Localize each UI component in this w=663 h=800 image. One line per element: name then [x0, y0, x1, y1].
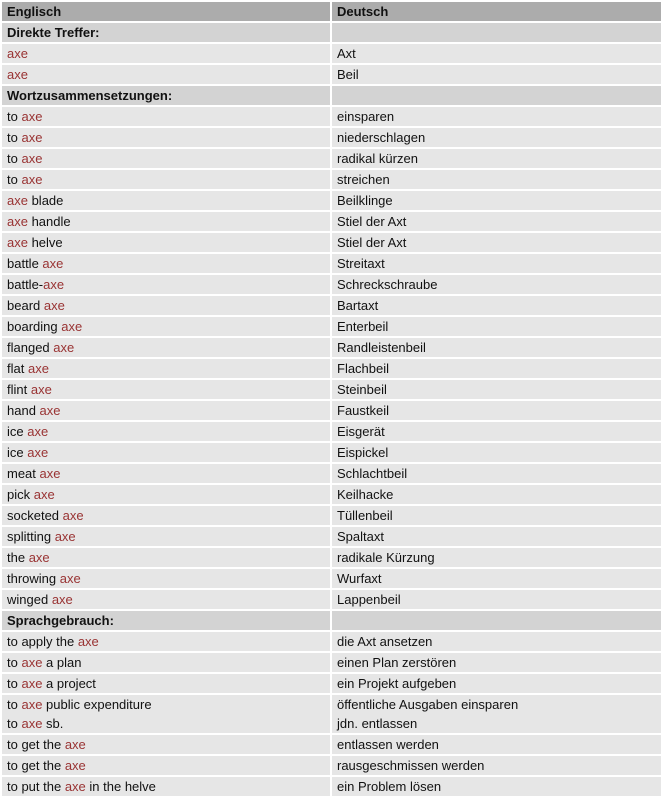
term-text: to	[7, 109, 22, 124]
term-text: a plan	[42, 655, 82, 670]
section-empty-cell	[332, 611, 661, 630]
entry-row	[2, 777, 661, 796]
term-text: flat	[7, 361, 28, 376]
english-term-cell	[2, 254, 330, 273]
german-term-cell: die Axt ansetzen	[332, 632, 661, 651]
entry-row	[2, 527, 661, 546]
english-term-cell	[2, 485, 330, 504]
term-text: to put the	[7, 779, 65, 794]
german-term-cell: Randleistenbeil	[332, 338, 661, 357]
axe-link[interactable]: axe	[64, 758, 86, 773]
entry-row	[2, 191, 661, 210]
term-text: the	[7, 550, 29, 565]
entry-row	[2, 695, 661, 714]
english-term-cell	[2, 527, 330, 546]
axe-link[interactable]: axe	[54, 529, 76, 544]
term-text: winged	[7, 592, 52, 607]
section-empty-cell	[332, 86, 661, 105]
entry-row	[2, 756, 661, 775]
section-label-cell: Sprachgebrauch:	[2, 611, 330, 630]
term-text: ice	[7, 424, 28, 439]
german-term-cell: Beil	[332, 65, 661, 84]
entry-row	[2, 735, 661, 754]
entry-row	[2, 569, 661, 588]
axe-link[interactable]: axe	[64, 737, 86, 752]
german-term-cell: radikal kürzen	[332, 149, 661, 168]
axe-link[interactable]: axe	[21, 716, 43, 731]
column-header-english: Englisch	[2, 2, 330, 21]
entry-row	[2, 170, 661, 189]
axe-link[interactable]: axe	[7, 235, 28, 250]
english-term-cell	[2, 632, 330, 651]
german-term-cell: Lappenbeil	[332, 590, 661, 609]
term-text: to get the	[7, 758, 65, 773]
english-term-cell	[2, 756, 330, 775]
english-term-cell	[2, 107, 330, 126]
axe-link[interactable]: axe	[21, 130, 43, 145]
entry-row	[2, 149, 661, 168]
entry-row	[2, 107, 661, 126]
term-text: to	[7, 130, 22, 145]
entry-row	[2, 275, 661, 294]
axe-link[interactable]: axe	[62, 508, 84, 523]
german-term-cell: Steinbeil	[332, 380, 661, 399]
german-term-cell: Stiel der Axt	[332, 212, 661, 231]
term-text: pick	[7, 487, 34, 502]
german-term-cell: rausgeschmissen werden	[332, 756, 661, 775]
entry-row	[2, 590, 661, 609]
english-term-cell	[2, 443, 330, 462]
german-term-cell: Axt	[332, 44, 661, 63]
german-term-cell: Wurfaxt	[332, 569, 661, 588]
axe-link[interactable]: axe	[43, 277, 65, 292]
term-text: to	[7, 655, 22, 670]
english-term-cell	[2, 380, 330, 399]
term-text: blade	[27, 193, 64, 208]
english-term-cell	[2, 65, 330, 84]
term-text: to apply the	[7, 634, 78, 649]
english-term-cell	[2, 359, 330, 378]
english-term-cell	[2, 338, 330, 357]
term-text: to	[7, 697, 22, 712]
entry-row	[2, 296, 661, 315]
term-text: in the helve	[85, 779, 156, 794]
axe-link[interactable]: axe	[7, 46, 28, 61]
term-text: handle	[27, 214, 71, 229]
axe-link[interactable]: axe	[61, 319, 83, 334]
entry-row	[2, 464, 661, 483]
english-term-cell	[2, 735, 330, 754]
german-term-cell: Faustkeil	[332, 401, 661, 420]
entry-row	[2, 674, 661, 693]
german-term-cell: ein Projekt aufgeben	[332, 674, 661, 693]
term-text: to	[7, 676, 22, 691]
axe-link[interactable]: axe	[21, 655, 43, 670]
term-text: hand	[7, 403, 40, 418]
axe-link[interactable]: axe	[51, 592, 73, 607]
axe-link[interactable]: axe	[59, 571, 81, 586]
german-term-cell: niederschlagen	[332, 128, 661, 147]
table-header-row	[2, 2, 661, 21]
entry-row	[2, 380, 661, 399]
german-term-cell: Enterbeil	[332, 317, 661, 336]
english-term-cell	[2, 422, 330, 441]
axe-link[interactable]: axe	[33, 487, 55, 502]
entry-row	[2, 714, 661, 733]
german-term-cell: einen Plan zerstören	[332, 653, 661, 672]
german-term-cell: Schlachtbeil	[332, 464, 661, 483]
term-text: to get the	[7, 737, 65, 752]
axe-link[interactable]: axe	[53, 340, 75, 355]
german-term-cell: öffentliche Ausgaben einsparen	[332, 695, 661, 714]
term-text: battle	[7, 256, 43, 271]
german-term-cell: Schreckschraube	[332, 275, 661, 294]
english-term-cell	[2, 128, 330, 147]
axe-link[interactable]: axe	[42, 256, 64, 271]
english-term-cell	[2, 296, 330, 315]
german-term-cell: Bartaxt	[332, 296, 661, 315]
axe-link[interactable]: axe	[21, 697, 43, 712]
german-term-cell: entlassen werden	[332, 735, 661, 754]
english-term-cell	[2, 191, 330, 210]
axe-link[interactable]: axe	[21, 109, 43, 124]
german-term-cell: Spaltaxt	[332, 527, 661, 546]
english-term-cell	[2, 548, 330, 567]
german-term-cell: Stiel der Axt	[332, 233, 661, 252]
term-text: flanged	[7, 340, 54, 355]
entry-row	[2, 401, 661, 420]
english-term-cell	[2, 653, 330, 672]
term-text: to	[7, 151, 22, 166]
axe-link[interactable]: axe	[27, 424, 49, 439]
section-label-cell: Wortzusammensetzungen:	[2, 86, 330, 105]
term-text: boarding	[7, 319, 62, 334]
english-term-cell	[2, 317, 330, 336]
term-text: sb.	[42, 716, 64, 731]
entry-row	[2, 254, 661, 273]
term-text: a project	[42, 676, 96, 691]
english-term-cell	[2, 170, 330, 189]
entry-row	[2, 338, 661, 357]
entry-row	[2, 65, 661, 84]
german-term-cell: einsparen	[332, 107, 661, 126]
german-term-cell: Keilhacke	[332, 485, 661, 504]
axe-link[interactable]: axe	[7, 214, 28, 229]
axe-link[interactable]: axe	[21, 676, 43, 691]
german-term-cell: jdn. entlassen	[332, 714, 661, 733]
axe-link[interactable]: axe	[7, 67, 28, 82]
term-text: public expenditure	[42, 697, 152, 712]
german-term-cell: Eisgerät	[332, 422, 661, 441]
axe-link[interactable]: axe	[77, 634, 99, 649]
german-term-cell: ein Problem lösen	[332, 777, 661, 796]
column-header-german: Deutsch	[332, 2, 661, 21]
section-row	[2, 23, 661, 42]
german-term-cell: Streitaxt	[332, 254, 661, 273]
english-term-cell	[2, 695, 330, 714]
term-text: battle-	[7, 277, 44, 292]
term-text: meat	[7, 466, 40, 481]
axe-link[interactable]: axe	[39, 403, 61, 418]
section-row	[2, 86, 661, 105]
english-term-cell	[2, 149, 330, 168]
term-text: ice	[7, 445, 28, 460]
axe-link[interactable]: axe	[64, 779, 86, 794]
entry-row	[2, 506, 661, 525]
english-term-cell	[2, 569, 330, 588]
entry-row	[2, 212, 661, 231]
english-term-cell	[2, 401, 330, 420]
term-text: helve	[27, 235, 63, 250]
german-term-cell: Beilklinge	[332, 191, 661, 210]
entry-row	[2, 443, 661, 462]
axe-link[interactable]: axe	[21, 172, 43, 187]
entry-row	[2, 653, 661, 672]
section-row	[2, 611, 661, 630]
dictionary-rows	[2, 23, 661, 796]
entry-row	[2, 44, 661, 63]
term-text: throwing	[7, 571, 60, 586]
english-term-cell	[2, 275, 330, 294]
entry-row	[2, 233, 661, 252]
entry-row	[2, 485, 661, 504]
term-text: beard	[7, 298, 44, 313]
axe-link[interactable]: axe	[27, 445, 49, 460]
german-term-cell: Eispickel	[332, 443, 661, 462]
axe-link[interactable]: axe	[21, 151, 43, 166]
english-term-cell	[2, 212, 330, 231]
section-label-cell: Direkte Treffer:	[2, 23, 330, 42]
axe-link[interactable]: axe	[30, 382, 52, 397]
entry-row	[2, 422, 661, 441]
term-text: to	[7, 716, 22, 731]
english-term-cell	[2, 674, 330, 693]
entry-row	[2, 317, 661, 336]
english-term-cell	[2, 714, 330, 733]
german-term-cell: Tüllenbeil	[332, 506, 661, 525]
english-term-cell	[2, 777, 330, 796]
axe-link[interactable]: axe	[7, 193, 28, 208]
english-term-cell	[2, 590, 330, 609]
axe-link[interactable]: axe	[28, 550, 50, 565]
entry-row	[2, 632, 661, 651]
entry-row	[2, 359, 661, 378]
axe-link[interactable]: axe	[27, 361, 49, 376]
term-text: flint	[7, 382, 31, 397]
axe-link[interactable]: axe	[43, 298, 65, 313]
english-term-cell	[2, 506, 330, 525]
german-term-cell: Flachbeil	[332, 359, 661, 378]
section-empty-cell	[332, 23, 661, 42]
german-term-cell: radikale Kürzung	[332, 548, 661, 567]
entry-row	[2, 128, 661, 147]
english-term-cell	[2, 233, 330, 252]
term-text: splitting	[7, 529, 55, 544]
term-text: socketed	[7, 508, 63, 523]
english-term-cell	[2, 464, 330, 483]
entry-row	[2, 548, 661, 567]
german-term-cell: streichen	[332, 170, 661, 189]
axe-link[interactable]: axe	[39, 466, 61, 481]
english-term-cell	[2, 44, 330, 63]
term-text: to	[7, 172, 22, 187]
